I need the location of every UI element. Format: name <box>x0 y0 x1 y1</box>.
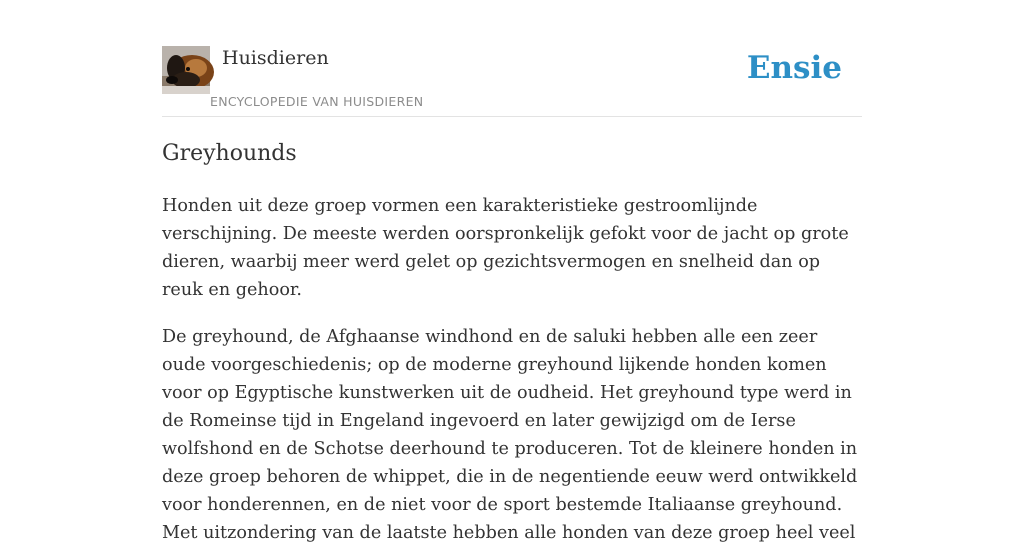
category-subtitle: ENCYCLOPEDIE VAN HUISDIEREN <box>210 94 424 109</box>
dog-photo-icon[interactable] <box>162 46 210 94</box>
category-link[interactable]: Huisdieren <box>222 47 329 69</box>
article-title: Greyhounds <box>162 141 297 166</box>
article-paragraph: De greyhound, de Afghaanse windhond en de saluki hebben alle een zeer oude voorgeschiedenis; op de moderne greyhound lijkende honden komen voor op Egyptische kunstwerken uit de oudheid. Het greyhound type werd in de Romeinse tijd in Engeland ingevoerd en later gewijzigd om de Ierse wolfshond en de Schotse deerhound te produceren. Tot de kleinere honden in deze groep behoren de whippet, die in de negentiende eeuw werd ontwikkeld voor honderennen, en de niet voor de sport bestemde Italiaanse greyhound. Met uitzondering van de laatste hebben alle honden van deze groep heel veel <box>162 327 858 543</box>
dog-photo-graphic <box>162 46 210 94</box>
article-paragraph: Honden uit deze groep vormen een karakteristieke gestroomlijnde verschijning. De meeste werden oorspronkelijk gefokt voor de jacht op grote dieren, waarbij meer werd gelet op gezichtsvermogen en snelheid dan op reuk en gehoor. <box>162 196 849 300</box>
article-body <box>162 138 866 547</box>
brand-logo-link[interactable]: Ensie <box>746 50 842 86</box>
site-header <box>162 46 862 117</box>
